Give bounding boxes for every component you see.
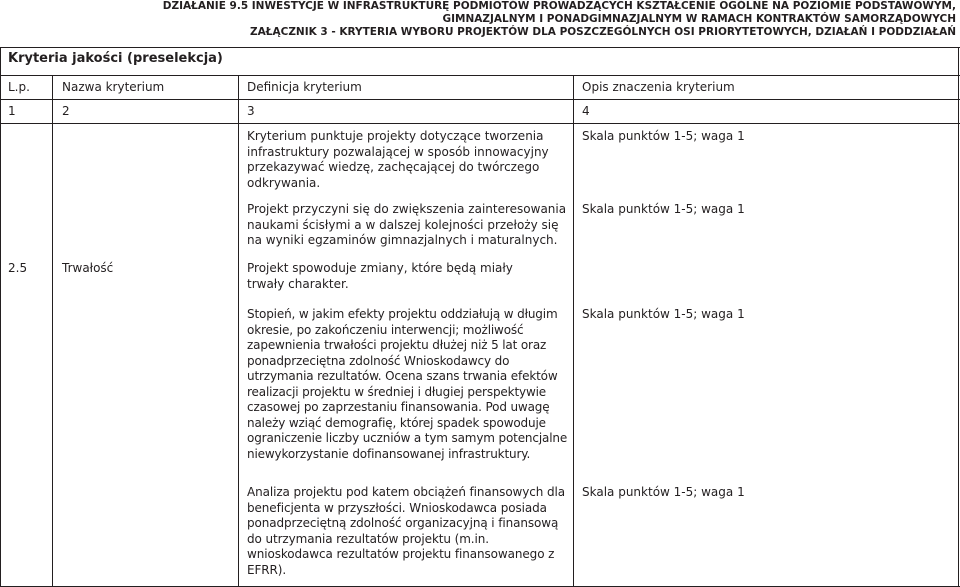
column-number: 1 [8,104,16,118]
criterion-description: Skala punktów 1-5; waga 1 [582,485,745,499]
table-border [238,75,239,587]
table-border [573,75,574,587]
criterion-description: Skala punktów 1-5; waga 1 [582,202,745,216]
table-border [52,75,53,587]
header-line-2: GIMNAZJALNYM I PONADGIMNAZJALNYM W RAMACH KONTRAKTÓW SAMORZĄDOWYCH [442,12,956,25]
header-name: Nazwa kryterium [62,80,165,94]
column-number: 2 [62,104,70,118]
criterion-definition: Kryterium punktuje projekty dotyczące tworzenia infrastruktury pozwalającej w sposób innowacyjny przekazywać wiedzę, zachęcającej do twórczego odkrywania. [247,129,549,190]
table-border [0,99,960,100]
column-number: 3 [247,104,255,118]
criterion-definition: Stopień, w jakim efekty projektu oddziałują w długim okresie, po zakończeniu interwencji; możliwość zapewnienia trwałości projektu dłużej niż 5 lat oraz ponadprzeciętna zdolność Wnioskodawcy do utrzymania rezultatów. Ocena szans trwania efektów realizacji projektu w średniej i długiej perspektywie czasowej po zaprzestaniu finansowania. Pod uwagę należy wziąć demografię, której spadek spowoduje ograniczenie liczby uczniów a tym samym potencjalne niewykorzystanie dofinansowanej infrastruktury. [247,307,568,461]
criterion-description: Skala punktów 1-5; waga 1 [582,129,745,143]
header-description: Opis znaczenia kryterium [582,80,735,94]
criterion-description: Skala punktów 1-5; waga 1 [582,307,745,321]
criterion-definition: Projekt przyczyni się do zwiększenia zainteresowania naukami ścisłymi a w dalszej kolejności przełoży się na wyniki egzaminów gimnazjalnych i maturalnych. [247,202,567,247]
header-line-1: DZIAŁANIE 9.5 INWESTYCJE W INFRASTRUKTURĘ PODMIOTÓW PROWADZĄCYCH KSZTAŁCENIE OGÓLNE NA POZIOMIE PODSTAWOWYM, [162,0,956,12]
table-border [958,47,959,587]
header-definition: Definicja kryterium [247,80,362,94]
section-title: Kryteria jakości (preselekcja) [8,51,223,66]
header-line-3: ZAŁĄCZNIK 3 - KRYTERIA WYBORU PROJEKTÓW DLA POSZCZEGÓLNYCH OSI PRIORYTETOWYCH, DZIAŁAŃ I PODDZIAŁAŃ [250,25,956,38]
table-border [0,75,960,76]
header-lp: L.p. [8,80,30,94]
document-header [0,0,956,38]
table-border [0,47,960,48]
column-number: 4 [582,104,590,118]
criterion-definition: Projekt spowoduje zmiany, które będą miały trwały charakter. [247,261,513,291]
criterion-name: Trwałość [62,261,114,275]
table-border [0,47,1,587]
table-border [0,123,960,124]
criterion-lp: 2.5 [8,261,28,275]
criterion-definition: Analiza projektu pod katem obciążeń finansowych dla beneficjenta w przyszłości. Wnioskodawca posiada ponadprzeciętną zdolność organizacyjną i finansową do utrzymania rezultatów projektu (m.in. wnioskodawca rezultatów projektu finansowanego z EFRR). [247,485,565,577]
